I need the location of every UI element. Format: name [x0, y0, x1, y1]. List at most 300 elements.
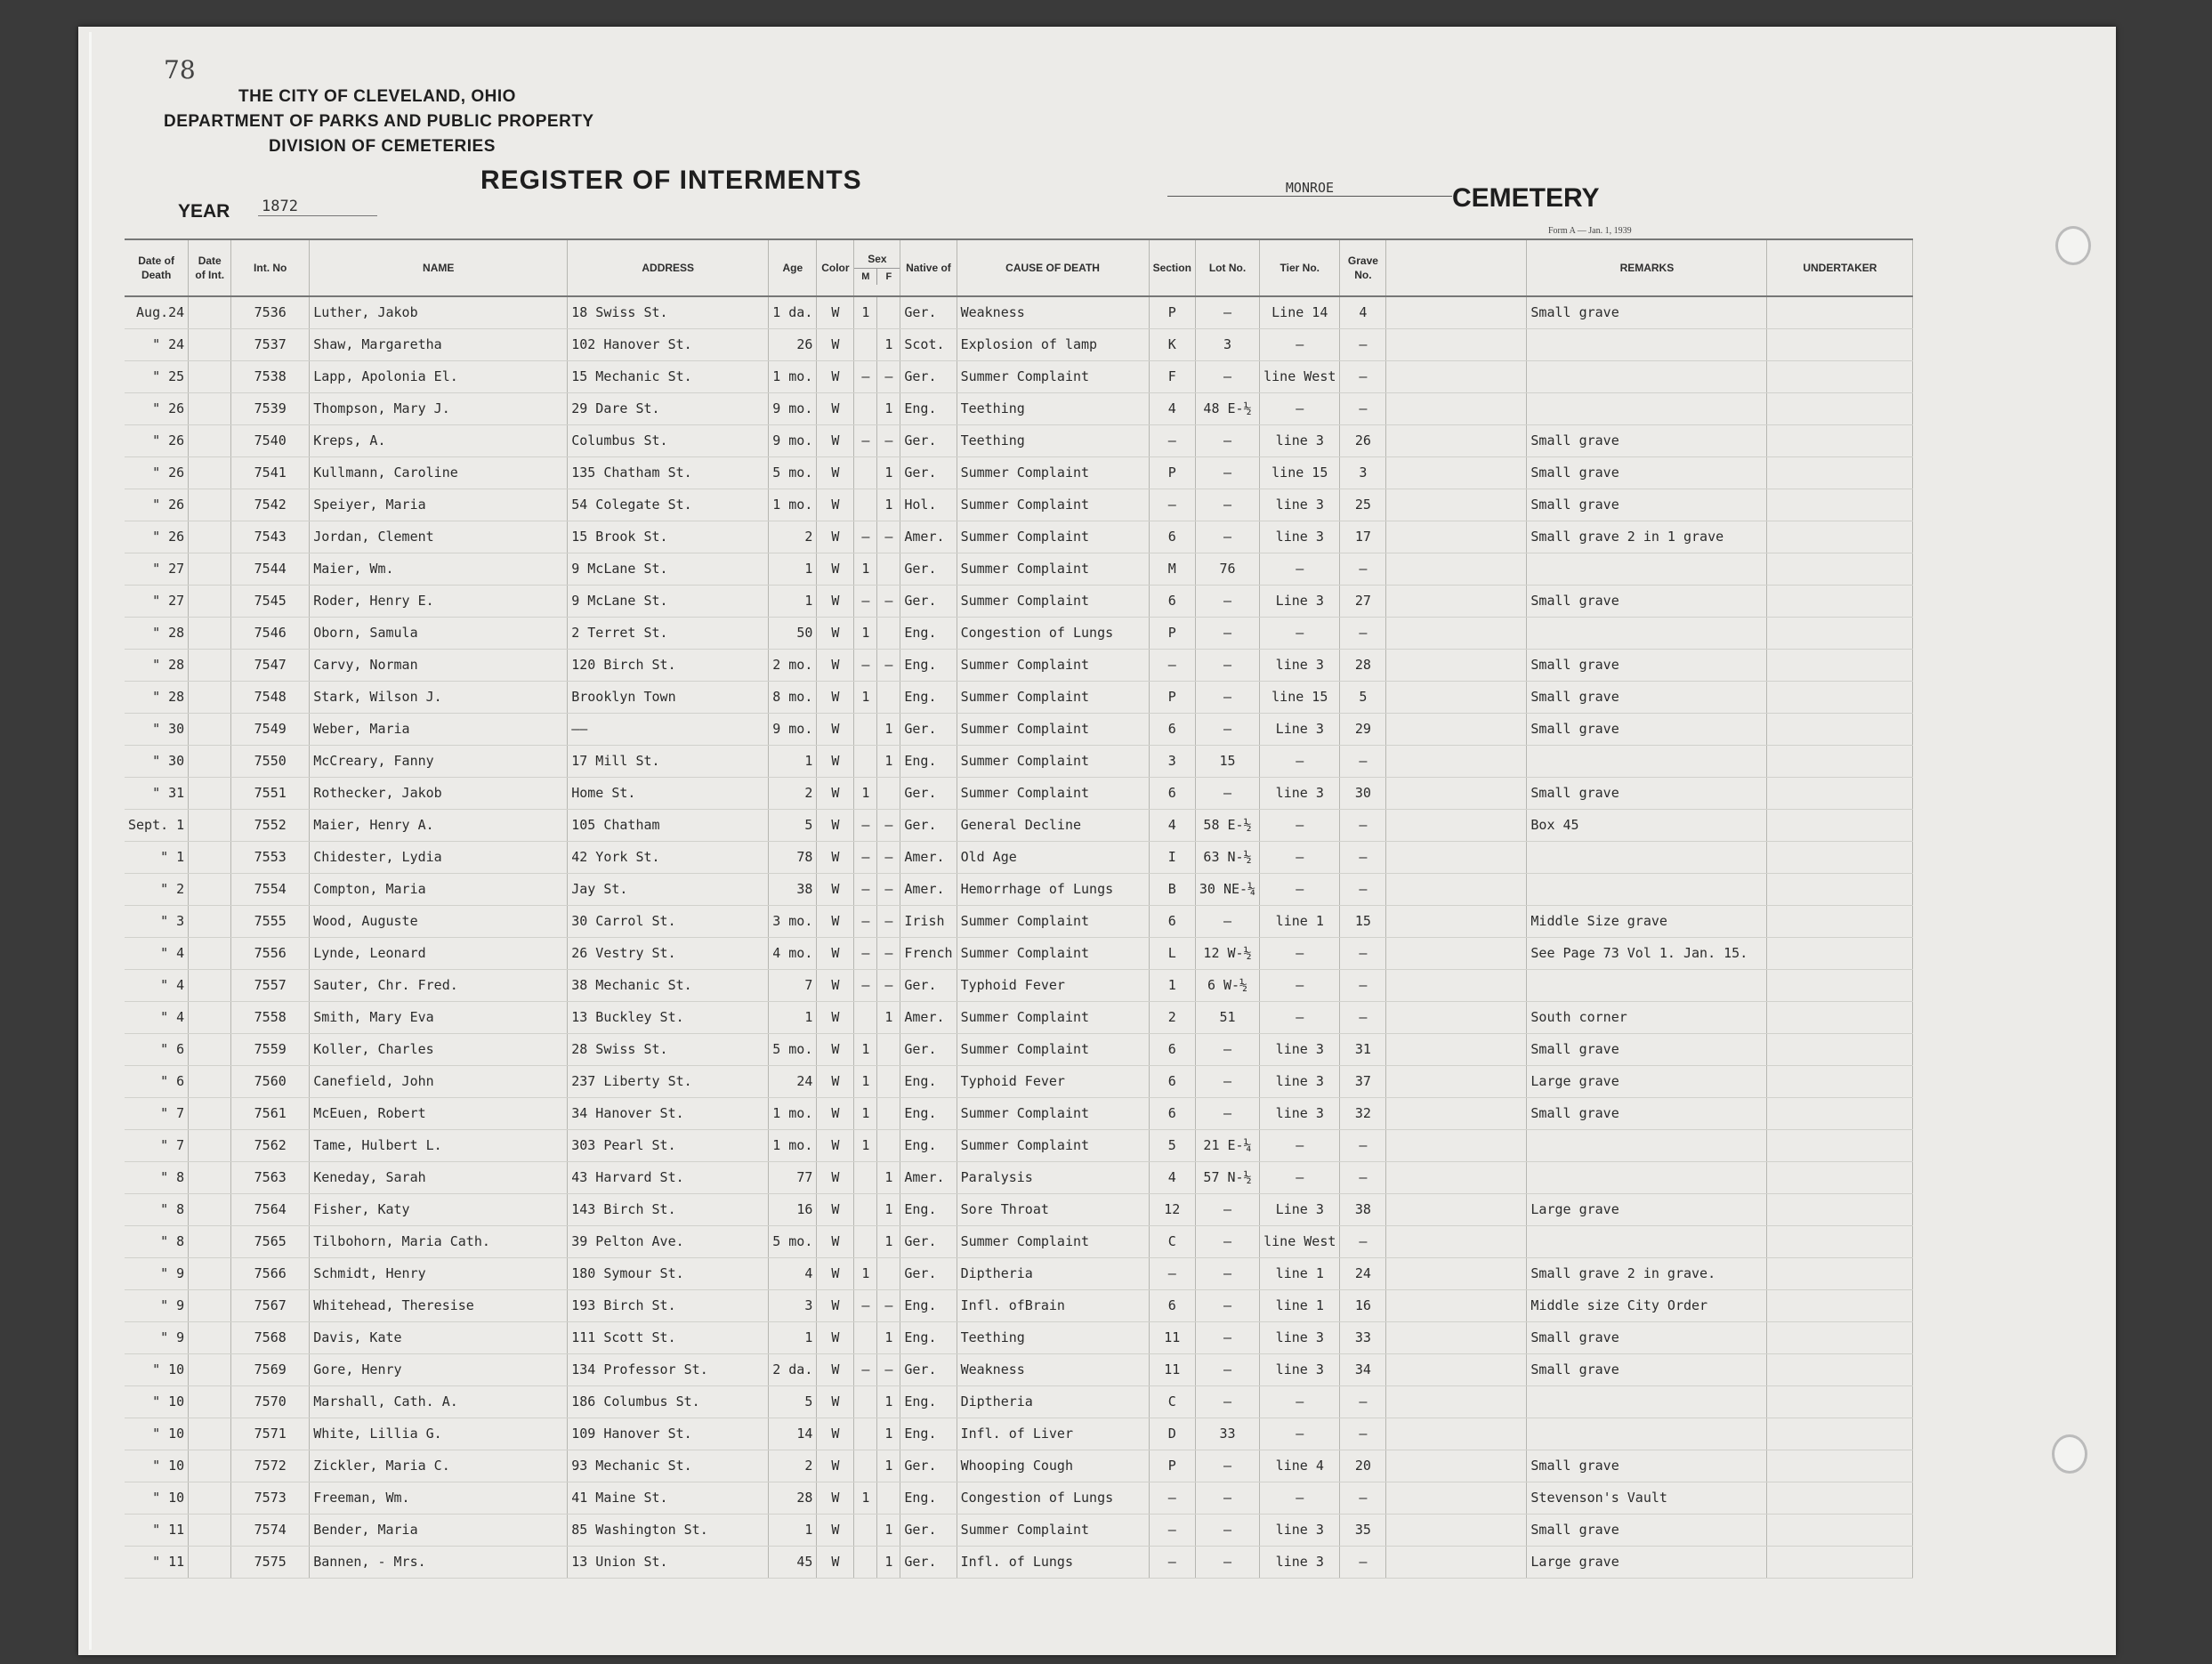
table-row — [125, 1322, 1913, 1354]
col-tier-no: Tier No. — [1260, 239, 1340, 296]
row-grave: 31 — [1340, 1034, 1386, 1066]
row-remarks: Middle size City Order — [1527, 1290, 1767, 1322]
blank-cell — [1767, 650, 1913, 682]
table-row — [125, 553, 1913, 586]
row-name: Speiyer, Maria — [310, 489, 568, 521]
row-sex-m: 1 — [854, 1258, 877, 1290]
row-color: W — [817, 1450, 854, 1482]
row-sex-m — [854, 714, 877, 746]
row-cause: Diptheria — [957, 1258, 1149, 1290]
row-date: " 26 — [125, 489, 189, 521]
row-cause: Old Age — [957, 842, 1149, 874]
row-color: W — [817, 1547, 854, 1579]
row-section: 6 — [1149, 778, 1195, 810]
row-date: " 9 — [125, 1322, 189, 1354]
row-name: McEuen, Robert — [310, 1098, 568, 1130]
blank-cell — [1767, 553, 1913, 586]
blank-cell — [1767, 425, 1913, 457]
row-native-of: Irish — [900, 906, 957, 938]
row-cause: Summer Complaint — [957, 1226, 1149, 1258]
row-section: 11 — [1149, 1354, 1195, 1386]
row-section: B — [1149, 874, 1195, 906]
row-int-no: 7574 — [231, 1515, 310, 1547]
row-lot: 12 W-½ — [1195, 938, 1259, 970]
blank-cell — [189, 1547, 231, 1579]
row-name: Bannen, - Mrs. — [310, 1547, 568, 1579]
blank-cell — [1767, 1450, 1913, 1482]
row-int-no: 7568 — [231, 1322, 310, 1354]
row-age: 9 mo. — [769, 714, 817, 746]
row-cause: Typhoid Fever — [957, 1066, 1149, 1098]
col-blank — [1386, 239, 1527, 296]
row-sex-m: 1 — [854, 1482, 877, 1515]
row-cause: Hemorrhage of Lungs — [957, 874, 1149, 906]
row-tier: – — [1260, 970, 1340, 1002]
table-row — [125, 1418, 1913, 1450]
row-date: " 11 — [125, 1515, 189, 1547]
row-date: " 10 — [125, 1418, 189, 1450]
row-address: 17 Mill St. — [568, 746, 769, 778]
row-native-of: Ger. — [900, 1226, 957, 1258]
blank-cell — [189, 1354, 231, 1386]
row-color: W — [817, 682, 854, 714]
row-color: W — [817, 650, 854, 682]
row-date: " 10 — [125, 1386, 189, 1418]
row-age: 1 mo. — [769, 1098, 817, 1130]
blank-cell — [1386, 361, 1527, 393]
row-int-no: 7555 — [231, 906, 310, 938]
row-int-no: 7550 — [231, 746, 310, 778]
row-color: W — [817, 586, 854, 618]
row-name: Chidester, Lydia — [310, 842, 568, 874]
table-row — [125, 874, 1913, 906]
table-body — [125, 296, 1913, 1579]
row-section: C — [1149, 1226, 1195, 1258]
row-tier: – — [1260, 842, 1340, 874]
row-date: " 3 — [125, 906, 189, 938]
row-cause: Summer Complaint — [957, 489, 1149, 521]
row-remarks: Large grave — [1527, 1066, 1767, 1098]
row-sex-f: – — [877, 1290, 900, 1322]
blank-cell — [1767, 1354, 1913, 1386]
row-cause: Summer Complaint — [957, 650, 1149, 682]
row-sex-m: 1 — [854, 618, 877, 650]
row-date: " 30 — [125, 714, 189, 746]
row-date: " 9 — [125, 1290, 189, 1322]
row-name: White, Lillia G. — [310, 1418, 568, 1450]
row-age: 1 — [769, 1002, 817, 1034]
row-address: 93 Mechanic St. — [568, 1450, 769, 1482]
row-native-of: Eng. — [900, 393, 957, 425]
row-native-of: Ger. — [900, 553, 957, 586]
row-section: P — [1149, 457, 1195, 489]
row-cause: Summer Complaint — [957, 361, 1149, 393]
row-int-no: 7540 — [231, 425, 310, 457]
row-sex-f: – — [877, 521, 900, 553]
row-remarks: Small grave — [1527, 1354, 1767, 1386]
row-int-no: 7554 — [231, 874, 310, 906]
blank-cell — [1386, 682, 1527, 714]
row-section: – — [1149, 489, 1195, 521]
row-int-no: 7542 — [231, 489, 310, 521]
row-age: 9 mo. — [769, 425, 817, 457]
row-date: " 4 — [125, 938, 189, 970]
row-grave: 28 — [1340, 650, 1386, 682]
row-name: Jordan, Clement — [310, 521, 568, 553]
row-native-of: Ger. — [900, 1515, 957, 1547]
blank-cell — [1386, 1258, 1527, 1290]
row-address: 193 Birch St. — [568, 1290, 769, 1322]
row-tier: line 15 — [1260, 682, 1340, 714]
col-cause-of-death: CAUSE OF DEATH — [957, 239, 1149, 296]
row-date: Aug.24 — [125, 296, 189, 329]
blank-cell — [1386, 425, 1527, 457]
row-section: – — [1149, 425, 1195, 457]
row-sex-f: 1 — [877, 1226, 900, 1258]
blank-cell — [1767, 1194, 1913, 1226]
row-address: 15 Mechanic St. — [568, 361, 769, 393]
blank-cell — [189, 1290, 231, 1322]
row-sex-f: – — [877, 425, 900, 457]
blank-cell — [1386, 810, 1527, 842]
row-color: W — [817, 618, 854, 650]
row-int-no: 7536 — [231, 296, 310, 329]
table-row — [125, 1386, 1913, 1418]
row-int-no: 7560 — [231, 1066, 310, 1098]
row-cause: Congestion of Lungs — [957, 618, 1149, 650]
row-tier: line 3 — [1260, 489, 1340, 521]
row-remarks — [1527, 361, 1767, 393]
blank-cell — [189, 1130, 231, 1162]
table-row — [125, 1066, 1913, 1098]
col-name: NAME — [310, 239, 568, 296]
row-date: " 4 — [125, 1002, 189, 1034]
row-section: – — [1149, 1482, 1195, 1515]
row-lot: – — [1195, 1450, 1259, 1482]
row-name: Freeman, Wm. — [310, 1482, 568, 1515]
col-int-no: Int. No — [231, 239, 310, 296]
row-remarks — [1527, 1418, 1767, 1450]
row-section: D — [1149, 1418, 1195, 1450]
row-name: Kullmann, Caroline — [310, 457, 568, 489]
row-lot: 3 — [1195, 329, 1259, 361]
table-row — [125, 970, 1913, 1002]
row-age: 5 — [769, 1386, 817, 1418]
row-native-of: Eng. — [900, 650, 957, 682]
row-section: 3 — [1149, 746, 1195, 778]
row-date: " 26 — [125, 521, 189, 553]
row-native-of: Ger. — [900, 1034, 957, 1066]
row-cause: Paralysis — [957, 1162, 1149, 1194]
row-address: 9 McLane St. — [568, 586, 769, 618]
row-sex-f: 1 — [877, 1194, 900, 1226]
row-int-no: 7565 — [231, 1226, 310, 1258]
blank-cell — [1767, 810, 1913, 842]
row-lot: – — [1195, 650, 1259, 682]
row-remarks: Small grave — [1527, 714, 1767, 746]
table-row — [125, 778, 1913, 810]
row-section: – — [1149, 1515, 1195, 1547]
row-cause: Summer Complaint — [957, 682, 1149, 714]
blank-cell — [1386, 393, 1527, 425]
row-sex-m: 1 — [854, 1098, 877, 1130]
blank-cell — [1386, 1515, 1527, 1547]
row-grave: 16 — [1340, 1290, 1386, 1322]
blank-cell — [1767, 1482, 1913, 1515]
row-grave: 29 — [1340, 714, 1386, 746]
row-name: Stark, Wilson J. — [310, 682, 568, 714]
row-age: 1 mo. — [769, 489, 817, 521]
blank-cell — [189, 714, 231, 746]
row-sex-m: 1 — [854, 296, 877, 329]
row-int-no: 7571 — [231, 1418, 310, 1450]
blank-cell — [189, 650, 231, 682]
row-tier: line West — [1260, 1226, 1340, 1258]
row-native-of: Ger. — [900, 810, 957, 842]
row-lot: – — [1195, 1386, 1259, 1418]
row-native-of: Eng. — [900, 1290, 957, 1322]
blank-cell — [1767, 938, 1913, 970]
table-row — [125, 1130, 1913, 1162]
table-row — [125, 650, 1913, 682]
row-native-of: Ger. — [900, 714, 957, 746]
row-remarks: Small grave — [1527, 650, 1767, 682]
row-remarks: Small grave — [1527, 1515, 1767, 1547]
row-int-no: 7570 — [231, 1386, 310, 1418]
row-sex-m — [854, 1322, 877, 1354]
blank-cell — [1386, 1226, 1527, 1258]
row-section: K — [1149, 329, 1195, 361]
row-address: 134 Professor St. — [568, 1354, 769, 1386]
row-int-no: 7558 — [231, 1002, 310, 1034]
row-address: 34 Hanover St. — [568, 1098, 769, 1130]
row-sex-f: – — [877, 970, 900, 1002]
row-tier: Line 3 — [1260, 1194, 1340, 1226]
row-sex-f: – — [877, 874, 900, 906]
blank-cell — [189, 329, 231, 361]
row-lot: 48 E-½ — [1195, 393, 1259, 425]
row-age: 7 — [769, 970, 817, 1002]
row-cause: Summer Complaint — [957, 1034, 1149, 1066]
row-cause: Teething — [957, 393, 1149, 425]
row-address: 143 Birch St. — [568, 1194, 769, 1226]
row-name: Fisher, Katy — [310, 1194, 568, 1226]
row-sex-m: – — [854, 650, 877, 682]
row-tier: line 3 — [1260, 650, 1340, 682]
row-lot: – — [1195, 714, 1259, 746]
table-row — [125, 810, 1913, 842]
col-section: Section — [1149, 239, 1195, 296]
row-remarks — [1527, 1130, 1767, 1162]
header-city: THE CITY OF CLEVELAND, OHIO — [238, 87, 516, 106]
row-int-no: 7549 — [231, 714, 310, 746]
table-row — [125, 746, 1913, 778]
blank-cell — [1386, 457, 1527, 489]
row-cause: Typhoid Fever — [957, 970, 1149, 1002]
row-cause: Summer Complaint — [957, 1130, 1149, 1162]
row-sex-f: 1 — [877, 457, 900, 489]
row-lot: – — [1195, 1515, 1259, 1547]
row-name: Kreps, A. — [310, 425, 568, 457]
blank-cell — [189, 1258, 231, 1290]
row-sex-m: – — [854, 1290, 877, 1322]
blank-cell — [1386, 650, 1527, 682]
row-name: Lynde, Leonard — [310, 938, 568, 970]
row-name: Lapp, Apolonia El. — [310, 361, 568, 393]
row-sex-m — [854, 489, 877, 521]
row-grave: – — [1340, 874, 1386, 906]
row-date: " 6 — [125, 1066, 189, 1098]
row-grave: 34 — [1340, 1354, 1386, 1386]
row-native-of: Amer. — [900, 1002, 957, 1034]
blank-cell — [189, 1034, 231, 1066]
row-address: 28 Swiss St. — [568, 1034, 769, 1066]
row-cause: Diptheria — [957, 1386, 1149, 1418]
row-remarks: See Page 73 Vol 1. Jan. 15. — [1527, 938, 1767, 970]
row-cause: Summer Complaint — [957, 1002, 1149, 1034]
row-sex-m: – — [854, 521, 877, 553]
row-age: 26 — [769, 329, 817, 361]
row-age: 50 — [769, 618, 817, 650]
row-sex-m — [854, 457, 877, 489]
row-native-of: Ger. — [900, 1450, 957, 1482]
row-remarks: Middle Size grave — [1527, 906, 1767, 938]
blank-cell — [189, 1226, 231, 1258]
row-age: 16 — [769, 1194, 817, 1226]
blank-cell — [189, 1386, 231, 1418]
cemetery-label: CEMETERY — [1452, 183, 1600, 213]
row-tier: line 4 — [1260, 1450, 1340, 1482]
col-address: ADDRESS — [568, 239, 769, 296]
col-lot-no: Lot No. — [1195, 239, 1259, 296]
row-color: W — [817, 714, 854, 746]
row-date: " 28 — [125, 618, 189, 650]
row-lot: – — [1195, 457, 1259, 489]
row-native-of: Eng. — [900, 618, 957, 650]
row-int-no: 7563 — [231, 1162, 310, 1194]
table-row — [125, 1515, 1913, 1547]
row-cause: Teething — [957, 425, 1149, 457]
table-row — [125, 361, 1913, 393]
row-age: 28 — [769, 1482, 817, 1515]
row-tier: line 3 — [1260, 1515, 1340, 1547]
row-name: Roder, Henry E. — [310, 586, 568, 618]
row-name: McCreary, Fanny — [310, 746, 568, 778]
row-age: 24 — [769, 1066, 817, 1098]
row-name: Sauter, Chr. Fred. — [310, 970, 568, 1002]
col-native-of: Native of — [900, 239, 957, 296]
row-name: Smith, Mary Eva — [310, 1002, 568, 1034]
row-tier: – — [1260, 1482, 1340, 1515]
row-lot: – — [1195, 1098, 1259, 1130]
row-section: 6 — [1149, 521, 1195, 553]
row-address: Jay St. — [568, 874, 769, 906]
row-address: 41 Maine St. — [568, 1482, 769, 1515]
row-section: 6 — [1149, 586, 1195, 618]
blank-cell — [1386, 1386, 1527, 1418]
row-sex-f — [877, 296, 900, 329]
row-section: P — [1149, 296, 1195, 329]
row-grave: 33 — [1340, 1322, 1386, 1354]
row-sex-f: 1 — [877, 746, 900, 778]
row-name: Zickler, Maria C. — [310, 1450, 568, 1482]
blank-cell — [189, 1194, 231, 1226]
row-lot: – — [1195, 1482, 1259, 1515]
table-row — [125, 1258, 1913, 1290]
row-grave: – — [1340, 810, 1386, 842]
row-sex-m: 1 — [854, 1066, 877, 1098]
blank-cell — [1767, 1258, 1913, 1290]
row-grave: 38 — [1340, 1194, 1386, 1226]
row-remarks — [1527, 553, 1767, 586]
table-row — [125, 296, 1913, 329]
row-native-of: Eng. — [900, 1130, 957, 1162]
row-name: Koller, Charles — [310, 1034, 568, 1066]
blank-cell — [1386, 746, 1527, 778]
row-remarks — [1527, 1162, 1767, 1194]
row-sex-f — [877, 682, 900, 714]
row-tier: – — [1260, 810, 1340, 842]
row-remarks — [1527, 1226, 1767, 1258]
row-section: 4 — [1149, 1162, 1195, 1194]
row-tier: line 1 — [1260, 1258, 1340, 1290]
row-sex-m — [854, 393, 877, 425]
row-section: P — [1149, 618, 1195, 650]
row-sex-f: 1 — [877, 1002, 900, 1034]
row-age: 5 — [769, 810, 817, 842]
row-int-no: 7556 — [231, 938, 310, 970]
row-grave: 15 — [1340, 906, 1386, 938]
row-sex-m: – — [854, 810, 877, 842]
row-date: " 9 — [125, 1258, 189, 1290]
blank-cell — [189, 1162, 231, 1194]
row-age: 4 mo. — [769, 938, 817, 970]
row-sex-f: – — [877, 650, 900, 682]
row-lot: – — [1195, 1354, 1259, 1386]
blank-cell — [1767, 489, 1913, 521]
blank-cell — [1386, 1290, 1527, 1322]
row-sex-m: 1 — [854, 1130, 877, 1162]
row-int-no: 7537 — [231, 329, 310, 361]
blank-cell — [1767, 1162, 1913, 1194]
row-color: W — [817, 1258, 854, 1290]
row-name: Luther, Jakob — [310, 296, 568, 329]
row-native-of: Ger. — [900, 457, 957, 489]
col-sex — [854, 239, 900, 296]
row-name: Canefield, John — [310, 1066, 568, 1098]
row-date: " 27 — [125, 553, 189, 586]
row-grave: – — [1340, 618, 1386, 650]
row-native-of: Amer. — [900, 521, 957, 553]
row-date: " 7 — [125, 1130, 189, 1162]
row-remarks: Box 45 — [1527, 810, 1767, 842]
row-native-of: Ger. — [900, 1354, 957, 1386]
blank-cell — [1386, 1418, 1527, 1450]
row-color: W — [817, 1226, 854, 1258]
row-section: 12 — [1149, 1194, 1195, 1226]
row-cause: Infl. of Lungs — [957, 1547, 1149, 1579]
blank-cell — [1386, 874, 1527, 906]
blank-cell — [1386, 714, 1527, 746]
row-tier: – — [1260, 393, 1340, 425]
row-int-no: 7567 — [231, 1290, 310, 1322]
row-age: 1 — [769, 586, 817, 618]
row-grave: – — [1340, 938, 1386, 970]
row-sex-m: – — [854, 970, 877, 1002]
row-remarks: Small grave 2 in grave. — [1527, 1258, 1767, 1290]
row-section: 6 — [1149, 1066, 1195, 1098]
blank-cell — [1386, 1450, 1527, 1482]
